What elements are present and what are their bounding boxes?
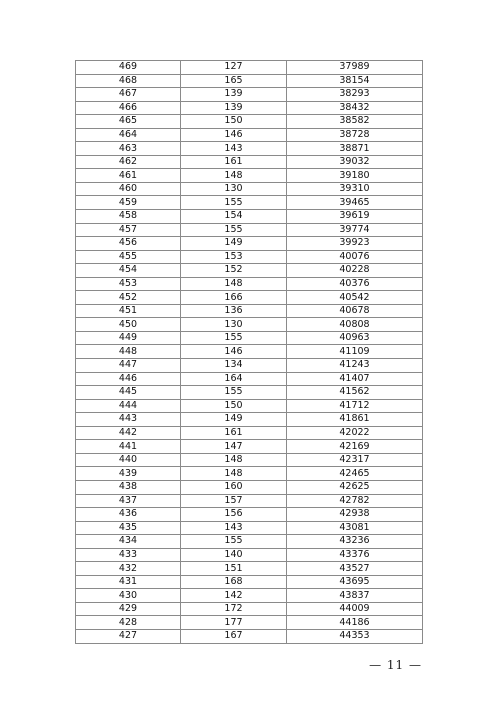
table-cell: 38154 bbox=[287, 74, 423, 88]
table-row bbox=[76, 535, 423, 549]
table-cell: 43837 bbox=[287, 589, 423, 603]
table-cell: 430 bbox=[76, 589, 181, 603]
table-cell: 43376 bbox=[287, 548, 423, 562]
table-cell: 467 bbox=[76, 88, 181, 102]
table-cell: 451 bbox=[76, 304, 181, 318]
table-cell: 39923 bbox=[287, 237, 423, 251]
table-cell: 461 bbox=[76, 169, 181, 183]
table-row bbox=[76, 386, 423, 400]
table-cell: 444 bbox=[76, 399, 181, 413]
table-cell: 148 bbox=[181, 467, 287, 481]
table-cell: 146 bbox=[181, 128, 287, 142]
table-cell: 139 bbox=[181, 88, 287, 102]
table-row bbox=[76, 250, 423, 264]
table-row bbox=[76, 115, 423, 129]
table-cell: 172 bbox=[181, 602, 287, 616]
table-cell: 155 bbox=[181, 535, 287, 549]
table-cell: 41407 bbox=[287, 372, 423, 386]
table-cell: 41109 bbox=[287, 345, 423, 359]
table-cell: 40076 bbox=[287, 250, 423, 264]
table-cell: 44353 bbox=[287, 629, 423, 643]
table-cell: 156 bbox=[181, 508, 287, 522]
table-row bbox=[76, 602, 423, 616]
table-cell: 42625 bbox=[287, 480, 423, 494]
table-row bbox=[76, 331, 423, 345]
table-cell: 469 bbox=[76, 61, 181, 75]
table-cell: 468 bbox=[76, 74, 181, 88]
table-cell: 437 bbox=[76, 494, 181, 508]
table-cell: 42169 bbox=[287, 440, 423, 454]
table-row bbox=[76, 196, 423, 210]
table-cell: 434 bbox=[76, 535, 181, 549]
table-cell: 435 bbox=[76, 521, 181, 535]
table-cell: 466 bbox=[76, 101, 181, 115]
table-row bbox=[76, 616, 423, 630]
table-row bbox=[76, 399, 423, 413]
table-row bbox=[76, 359, 423, 373]
table-row bbox=[76, 575, 423, 589]
table-row bbox=[76, 182, 423, 196]
table-cell: 447 bbox=[76, 359, 181, 373]
table-cell: 143 bbox=[181, 521, 287, 535]
table-cell: 155 bbox=[181, 331, 287, 345]
table-cell: 40542 bbox=[287, 291, 423, 305]
table-cell: 142 bbox=[181, 589, 287, 603]
table-cell: 38728 bbox=[287, 128, 423, 142]
table-row bbox=[76, 61, 423, 75]
table-row bbox=[76, 629, 423, 643]
table-row bbox=[76, 467, 423, 481]
table-cell: 161 bbox=[181, 155, 287, 169]
table-row bbox=[76, 237, 423, 251]
table-row bbox=[76, 589, 423, 603]
table-cell: 463 bbox=[76, 142, 181, 156]
table-cell: 433 bbox=[76, 548, 181, 562]
table-cell: 139 bbox=[181, 101, 287, 115]
table-cell: 459 bbox=[76, 196, 181, 210]
table-cell: 38293 bbox=[287, 88, 423, 102]
table-row bbox=[76, 88, 423, 102]
table-row bbox=[76, 372, 423, 386]
table-cell: 146 bbox=[181, 345, 287, 359]
table-cell: 438 bbox=[76, 480, 181, 494]
table-cell: 38582 bbox=[287, 115, 423, 129]
table-cell: 464 bbox=[76, 128, 181, 142]
table-row bbox=[76, 142, 423, 156]
table-cell: 147 bbox=[181, 440, 287, 454]
table-cell: 39032 bbox=[287, 155, 423, 169]
table-cell: 44009 bbox=[287, 602, 423, 616]
table-cell: 151 bbox=[181, 562, 287, 576]
table-cell: 439 bbox=[76, 467, 181, 481]
table-row bbox=[76, 480, 423, 494]
table-row bbox=[76, 223, 423, 237]
table-cell: 44186 bbox=[287, 616, 423, 630]
table-cell: 167 bbox=[181, 629, 287, 643]
table-cell: 155 bbox=[181, 223, 287, 237]
table-cell: 150 bbox=[181, 115, 287, 129]
table-cell: 160 bbox=[181, 480, 287, 494]
table-row bbox=[76, 562, 423, 576]
table-cell: 452 bbox=[76, 291, 181, 305]
table-cell: 43081 bbox=[287, 521, 423, 535]
table-row bbox=[76, 264, 423, 278]
table-row bbox=[76, 291, 423, 305]
table-cell: 460 bbox=[76, 182, 181, 196]
table-row bbox=[76, 426, 423, 440]
table-cell: 457 bbox=[76, 223, 181, 237]
table-cell: 155 bbox=[181, 386, 287, 400]
table-cell: 153 bbox=[181, 250, 287, 264]
table-row bbox=[76, 128, 423, 142]
table-cell: 149 bbox=[181, 237, 287, 251]
table-cell: 449 bbox=[76, 331, 181, 345]
table-row bbox=[76, 101, 423, 115]
table-row bbox=[76, 155, 423, 169]
table-cell: 39180 bbox=[287, 169, 423, 183]
table-cell: 39619 bbox=[287, 210, 423, 224]
table-row bbox=[76, 304, 423, 318]
table-cell: 39774 bbox=[287, 223, 423, 237]
table-cell: 455 bbox=[76, 250, 181, 264]
table-cell: 152 bbox=[181, 264, 287, 278]
table-cell: 39310 bbox=[287, 182, 423, 196]
table-cell: 41243 bbox=[287, 359, 423, 373]
table-cell: 154 bbox=[181, 210, 287, 224]
table-cell: 39465 bbox=[287, 196, 423, 210]
table-cell: 448 bbox=[76, 345, 181, 359]
table-cell: 42022 bbox=[287, 426, 423, 440]
table-cell: 164 bbox=[181, 372, 287, 386]
table-cell: 40963 bbox=[287, 331, 423, 345]
table-cell: 150 bbox=[181, 399, 287, 413]
table-row bbox=[76, 277, 423, 291]
table-cell: 462 bbox=[76, 155, 181, 169]
table-cell: 40678 bbox=[287, 304, 423, 318]
table-cell: 140 bbox=[181, 548, 287, 562]
table-cell: 443 bbox=[76, 413, 181, 427]
table-cell: 149 bbox=[181, 413, 287, 427]
table-cell: 427 bbox=[76, 629, 181, 643]
table-cell: 130 bbox=[181, 182, 287, 196]
table-cell: 148 bbox=[181, 277, 287, 291]
table-cell: 442 bbox=[76, 426, 181, 440]
table-row bbox=[76, 453, 423, 467]
table-row bbox=[76, 521, 423, 535]
table-cell: 177 bbox=[181, 616, 287, 630]
table-cell: 429 bbox=[76, 602, 181, 616]
table-row bbox=[76, 345, 423, 359]
table-cell: 446 bbox=[76, 372, 181, 386]
table-row bbox=[76, 210, 423, 224]
table-cell: 38871 bbox=[287, 142, 423, 156]
table-cell: 38432 bbox=[287, 101, 423, 115]
table-cell: 431 bbox=[76, 575, 181, 589]
table-cell: 43527 bbox=[287, 562, 423, 576]
table-cell: 40808 bbox=[287, 318, 423, 332]
table-row bbox=[76, 318, 423, 332]
table-cell: 42938 bbox=[287, 508, 423, 522]
table-row bbox=[76, 169, 423, 183]
table-row bbox=[76, 440, 423, 454]
score-table bbox=[75, 60, 423, 644]
table-cell: 454 bbox=[76, 264, 181, 278]
table-cell: 465 bbox=[76, 115, 181, 129]
table-cell: 445 bbox=[76, 386, 181, 400]
table-cell: 42782 bbox=[287, 494, 423, 508]
table-cell: 436 bbox=[76, 508, 181, 522]
table-row bbox=[76, 494, 423, 508]
table-cell: 143 bbox=[181, 142, 287, 156]
table-cell: 37989 bbox=[287, 61, 423, 75]
table-cell: 450 bbox=[76, 318, 181, 332]
table-row bbox=[76, 548, 423, 562]
table-cell: 166 bbox=[181, 291, 287, 305]
table-cell: 428 bbox=[76, 616, 181, 630]
table-cell: 456 bbox=[76, 237, 181, 251]
table-cell: 41712 bbox=[287, 399, 423, 413]
table-cell: 453 bbox=[76, 277, 181, 291]
table-row bbox=[76, 74, 423, 88]
table-cell: 148 bbox=[181, 169, 287, 183]
table-cell: 458 bbox=[76, 210, 181, 224]
table-row bbox=[76, 413, 423, 427]
table-cell: 43695 bbox=[287, 575, 423, 589]
table-cell: 432 bbox=[76, 562, 181, 576]
table-cell: 42317 bbox=[287, 453, 423, 467]
table-cell: 40376 bbox=[287, 277, 423, 291]
table-cell: 161 bbox=[181, 426, 287, 440]
table-cell: 168 bbox=[181, 575, 287, 589]
table-cell: 40228 bbox=[287, 264, 423, 278]
table-cell: 130 bbox=[181, 318, 287, 332]
table-cell: 440 bbox=[76, 453, 181, 467]
table-cell: 136 bbox=[181, 304, 287, 318]
table-cell: 441 bbox=[76, 440, 181, 454]
table-cell: 41562 bbox=[287, 386, 423, 400]
table-cell: 148 bbox=[181, 453, 287, 467]
table-cell: 41861 bbox=[287, 413, 423, 427]
table-cell: 134 bbox=[181, 359, 287, 373]
table-body bbox=[76, 61, 423, 644]
table-cell: 127 bbox=[181, 61, 287, 75]
table-cell: 157 bbox=[181, 494, 287, 508]
table-cell: 43236 bbox=[287, 535, 423, 549]
table-cell: 42465 bbox=[287, 467, 423, 481]
table-row bbox=[76, 508, 423, 522]
page-number: — 11 — bbox=[369, 658, 422, 672]
table-cell: 165 bbox=[181, 74, 287, 88]
table-cell: 155 bbox=[181, 196, 287, 210]
